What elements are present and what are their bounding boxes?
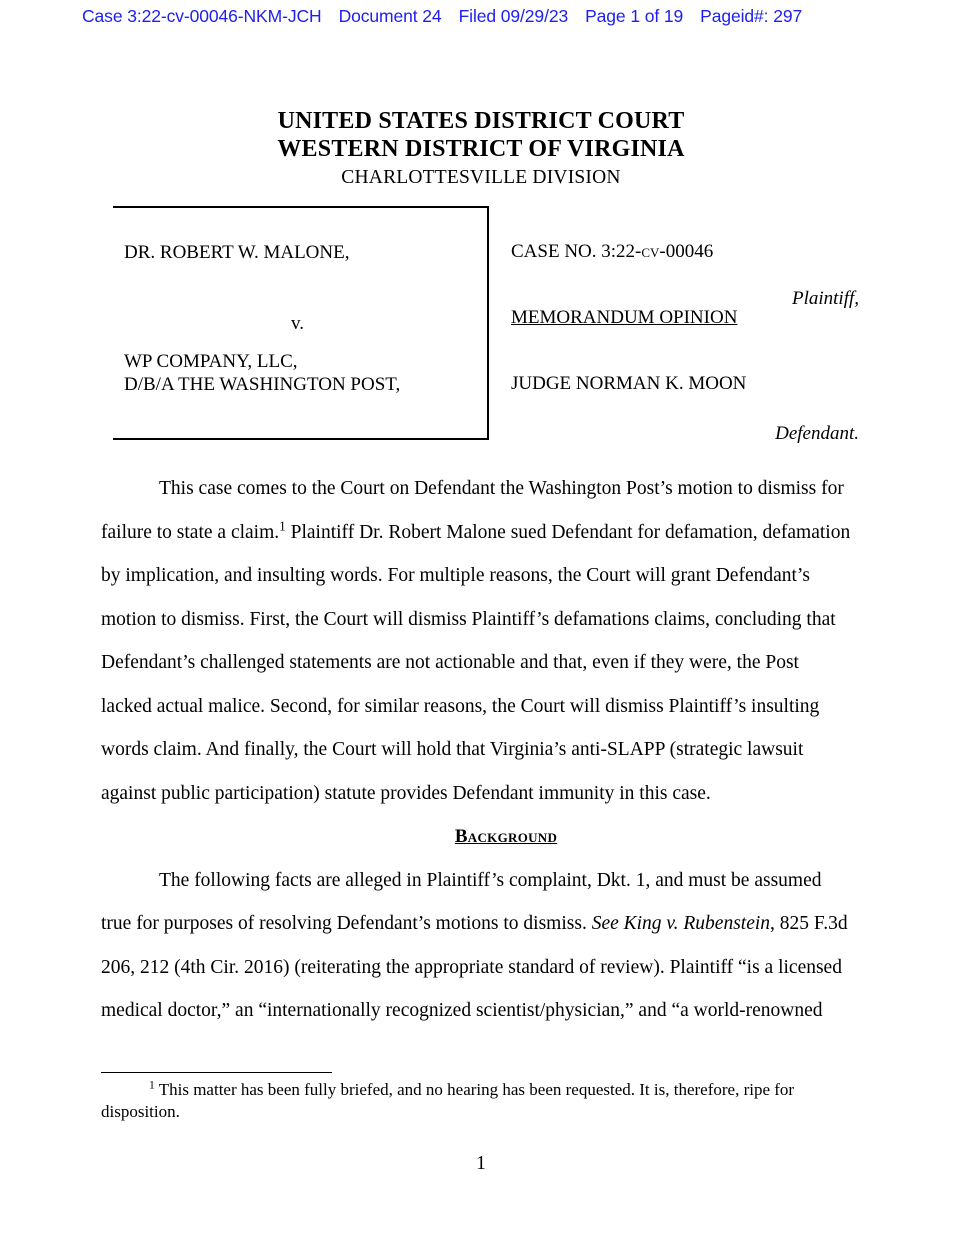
document-title: MEMORANDUM OPINION — [511, 307, 738, 328]
case-citation: See King v. Rubenstein — [591, 913, 771, 934]
footnote-1 — [101, 1079, 853, 1123]
court-name-line-2: WESTERN DISTRICT OF VIRGINIA — [277, 136, 685, 162]
ecf-filed-date: Filed 09/29/23 — [458, 6, 569, 26]
opinion-body — [101, 467, 853, 1033]
paragraph-introduction — [101, 467, 853, 815]
footnote-number: 1 — [149, 1078, 155, 1092]
footnote-area — [101, 1072, 853, 1123]
defendant-dba-line: D/B/A THE WASHINGTON POST, — [124, 374, 401, 395]
court-name-line-1: UNITED STATES DISTRICT COURT — [277, 108, 685, 134]
section-heading-background: Background — [454, 826, 558, 847]
ecf-header-stamp — [82, 6, 882, 27]
ecf-case-number: Case 3:22-cv-00046-NKM-JCH — [82, 6, 322, 26]
ecf-document-number: Document 24 — [338, 6, 442, 26]
intro-text-part-1: This case comes to the Court on Defendant the Washington Post’s motion to dismiss for failure to state a claim. — [101, 478, 844, 543]
footnote-separator-rule — [101, 1072, 332, 1073]
intro-text-part-2: Plaintiff Dr. Robert Malone sued Defendant for defamation, defamation by implication, and insulting words. For multiple reasons, the Court will grant Defendant’s motion to dismiss. First, the Court will dismiss Plaintiff’s defamations claims, concluding that Defendant’s challenged statements are not actionable and that, even if they were, the Post lacked actual malice. Second, for similar reasons, the Court will dismiss Plaintiff’s insulting words claim. And finally, the Court will hold that Virginia’s anti-SLAPP (strategic lawsuit against public participation) statute provides Defendant immunity in this case. — [101, 521, 851, 804]
footnote-body-text: This matter has been fully briefed, and no hearing has been requested. It is, therefore, ripe for disposition. — [101, 1080, 795, 1121]
defendant-role-label: Defendant. — [775, 423, 859, 444]
case-number: CASE NO. 3:22-cv-00046 — [511, 241, 714, 262]
plaintiff-name: DR. ROBERT W. MALONE, — [124, 242, 350, 263]
judge-name: JUDGE NORMAN K. MOON — [511, 373, 747, 394]
court-heading — [0, 107, 962, 191]
background-text-part-1: The following facts are alleged in Plaintiff’s complaint, Dkt. 1, and must be assumed true for purposes of resolving Defendant’s motions to dismiss. — [101, 869, 822, 934]
ecf-page-indicator: Page 1 of 19 — [585, 6, 684, 26]
versus-label: v. — [291, 313, 305, 334]
footnote-reference-marker: 1 — [279, 518, 286, 533]
defendant-name-line-1: WP COMPANY, LLC, — [124, 351, 298, 372]
ecf-pageid: Pageid#: 297 — [700, 6, 803, 26]
paragraph-background — [101, 859, 853, 1033]
page-number: 1 — [476, 1153, 486, 1174]
case-caption — [113, 206, 873, 442]
defendant-name — [124, 350, 400, 396]
background-text-part-2: , 825 F.3d 206, 212 (4th Cir. 2016) (reiterating the appropriate standard of review). Plaintiff “is a licensed medical doctor,” an “internationally recognized scientist/physician,” and “a world-renowned — [101, 913, 848, 1021]
court-division: CHARLOTTESVILLE DIVISION — [341, 167, 621, 188]
plaintiff-role-label: Plaintiff, — [791, 288, 859, 309]
